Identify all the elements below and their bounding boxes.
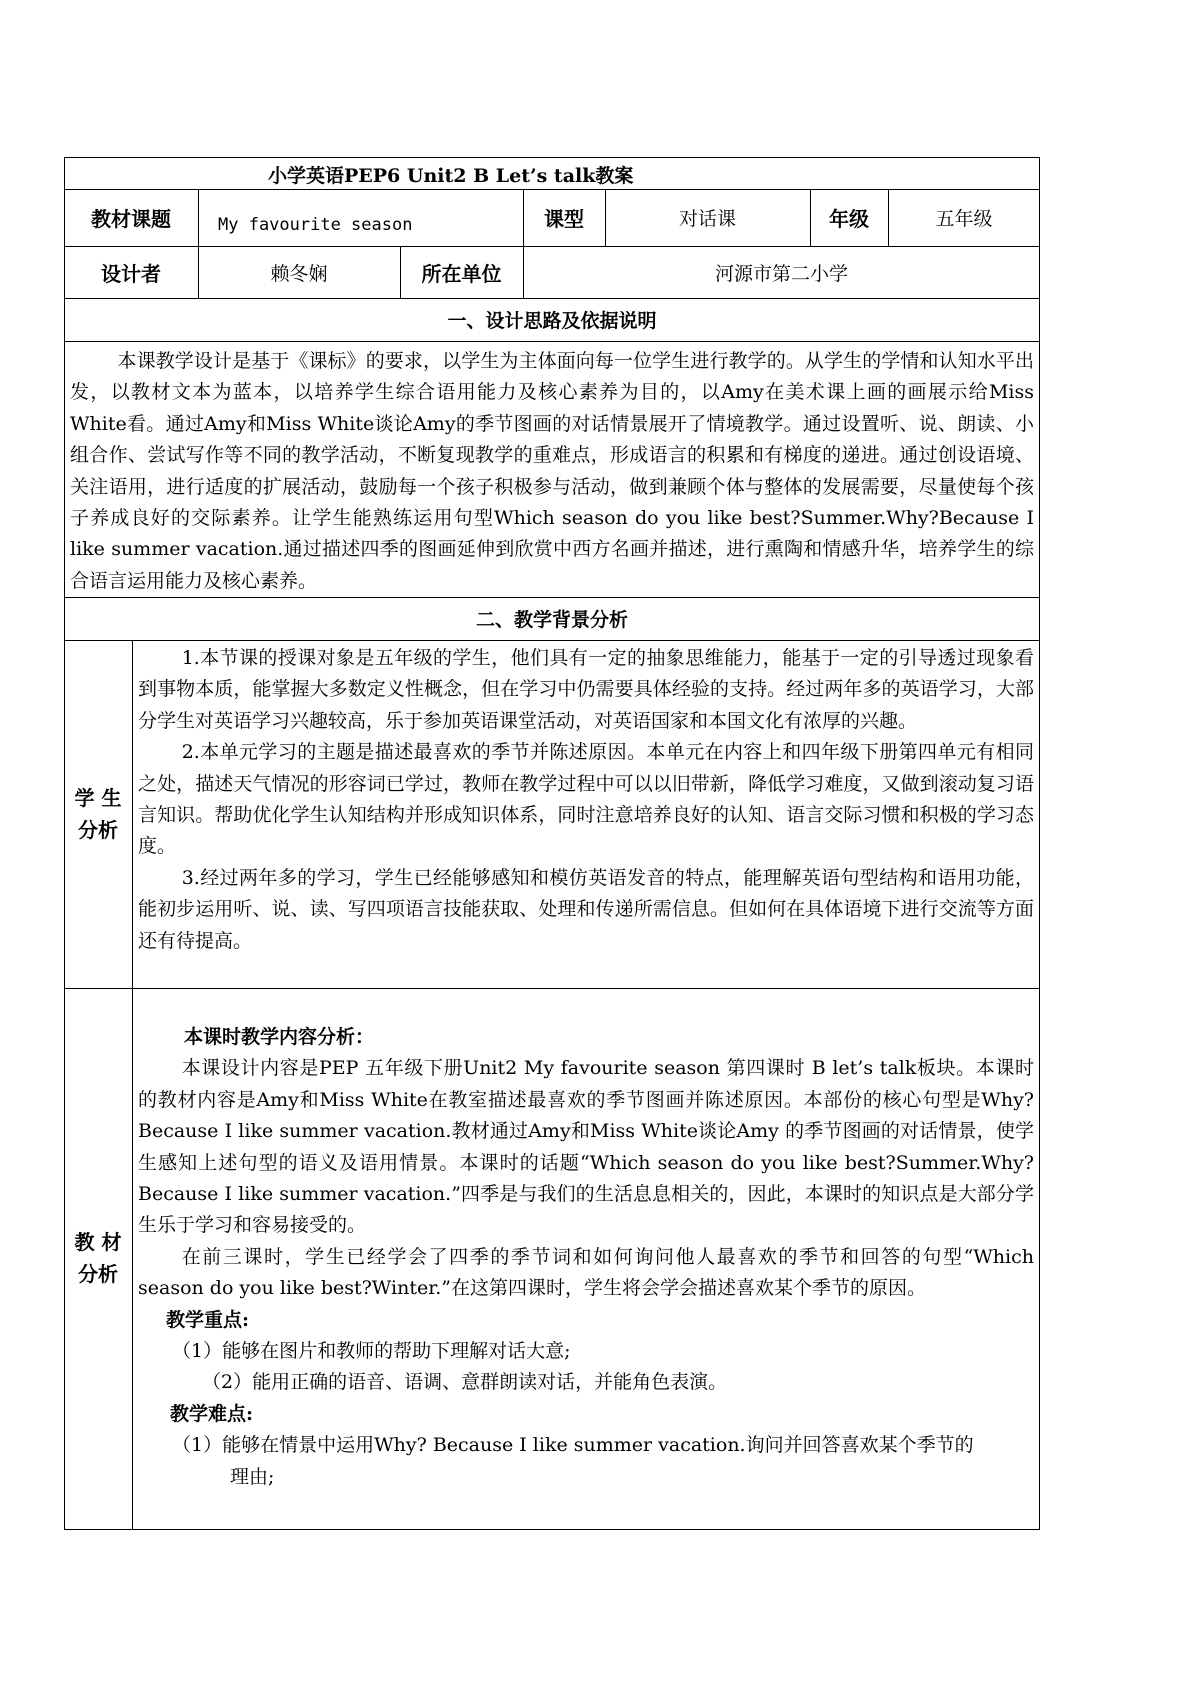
student-analysis-content	[138, 643, 1034, 957]
material-analysis-label	[64, 1226, 132, 1290]
material-label-line2: 分析	[78, 1262, 118, 1286]
student-paragraph-2: 2.本单元学习的主题是描述最喜欢的季节并陈述原因。本单元在内容上和四年级下册第四单元有相同之处，描述天气情况的形容词已学过，教师在教学过程中可以以旧带新，降低学习难度，又做到滚动复习语言知识。帮助优化学生认知结构并形成知识体系，同时注意培养良好的认知、语言交际习惯和积极的学习态度。	[138, 741, 1034, 858]
value-textbook-topic: My favourite season	[218, 214, 413, 235]
document-title: 小学英语PEP6 Unit2 B Let’s talk教案	[268, 164, 634, 187]
material-paragraph-2: 在前三课时，学生已经学会了四季的季节词和如何询问他人最喜欢的季节和回答的句型“Which season do you like best?Winter.”在这第四课时，学生将会学会描述喜欢某个季节的原因。	[138, 1245, 1034, 1300]
difficult-point-1: （1）能够在情景中运用Why? Because I like summer vacation.询问并回答喜欢某个季节的	[172, 1434, 974, 1457]
key-points-heading: 教学重点:	[166, 1308, 250, 1331]
student-paragraph-3: 3.经过两年多的学习，学生已经能够感知和模仿英语发音的特点，能理解英语句型结构和语用功能，能初步运用听、说、读、写四项语言技能获取、处理和传递所需信息。但如何在具体语境下进行交流等方面还有待提高。	[138, 866, 1034, 952]
student-label-line1: 学 生	[74, 786, 122, 810]
section-title-background: 二、教学背景分析	[475, 609, 628, 631]
label-designer: 设计者	[101, 262, 161, 286]
divider	[64, 640, 1040, 641]
label-grade: 年级	[829, 207, 869, 231]
divider	[64, 341, 1040, 342]
key-point-2: （2）能用正确的语音、语调、意群朗读对话，并能角色表演。	[202, 1371, 728, 1394]
value-unit: 河源市第二小学	[714, 263, 848, 285]
value-grade: 五年级	[935, 208, 993, 230]
section-title-design: 一、设计思路及依据说明	[447, 310, 657, 332]
label-unit: 所在单位	[421, 262, 502, 286]
difficult-points-heading: 教学难点:	[170, 1402, 254, 1425]
difficult-point-1-continued: 理由;	[230, 1465, 275, 1488]
key-point-1: （1）能够在图片和教师的帮助下理解对话大意;	[172, 1340, 571, 1363]
value-designer: 赖冬娴	[270, 263, 328, 285]
material-analysis-content	[138, 1022, 1034, 1493]
student-label-line2: 分析	[78, 818, 118, 842]
value-lesson-type: 对话课	[678, 208, 736, 230]
divider	[132, 640, 133, 1530]
material-paragraph-1: 本课设计内容是PEP 五年级下册Unit2 My favourite season 第四课时 B let’s talk板块。本课时的教材内容是Amy和Miss White在教室描述最喜欢的季节图画并陈述原因。本部份的核心句型是Why? Because I like summer vacation.教材通过Amy和Miss White谈论Amy 的季节图画的对话情景，使学生感知上述句型的语义及语用情景。本课时的话题“Which season do you like best?Summer.Why?Because I like summer vacation.”四季是与我们的生活息息相关的，因此，本课时的知识点是大部分学生乐于学习和容易接受的。	[138, 1057, 1034, 1237]
material-heading: 本课时教学内容分析：	[184, 1026, 375, 1048]
student-paragraph-1: 1.本节课的授课对象是五年级的学生，他们具有一定的抽象思维能力，能基于一定的引导透过现象看到事物本质，能掌握大多数定义性概念，但在学习中仍需要具体经验的支持。经过两年多的英语学习，大部分学生对英语学习兴趣较高，乐于参加英语课堂活动，对英语国家和本国文化有浓厚的兴趣。	[138, 647, 1034, 732]
material-label-line1: 教 材	[74, 1230, 122, 1254]
divider	[64, 988, 1040, 989]
label-lesson-type: 课型	[544, 207, 584, 231]
student-analysis-label	[64, 782, 132, 846]
design-rationale-text: 本课教学设计是基于《课标》的要求，以学生为主体面向每一位学生进行教学的。从学生的学情和认知水平出发，以教材文本为蓝本，以培养学生综合语用能力及核心素养为目的，以Amy在美术课上画的画展示给Miss White看。通过Amy和Miss White谈论Amy的季节图画的对话情景展开了情境教学。通过设置听、说、朗读、小组合作、尝试写作等不同的教学活动，不断复现教学的重难点，形成语言的积累和有梯度的递进。通过创设语境、关注语用，进行适度的扩展活动，鼓励每一个孩子积极参与活动，做到兼顾个体与整体的发展需要，尽量使每个孩子养成良好的交际素养。让学生能熟练运用句型Which season do you like best?Summer.Why?Because I like summer vacation.通过描述四季的图画延伸到欣赏中西方名画并描述，进行熏陶和情感升华，培养学生的综合语言运用能力及核心素养。	[70, 350, 1034, 592]
label-textbook-topic: 教材课题	[91, 207, 171, 231]
